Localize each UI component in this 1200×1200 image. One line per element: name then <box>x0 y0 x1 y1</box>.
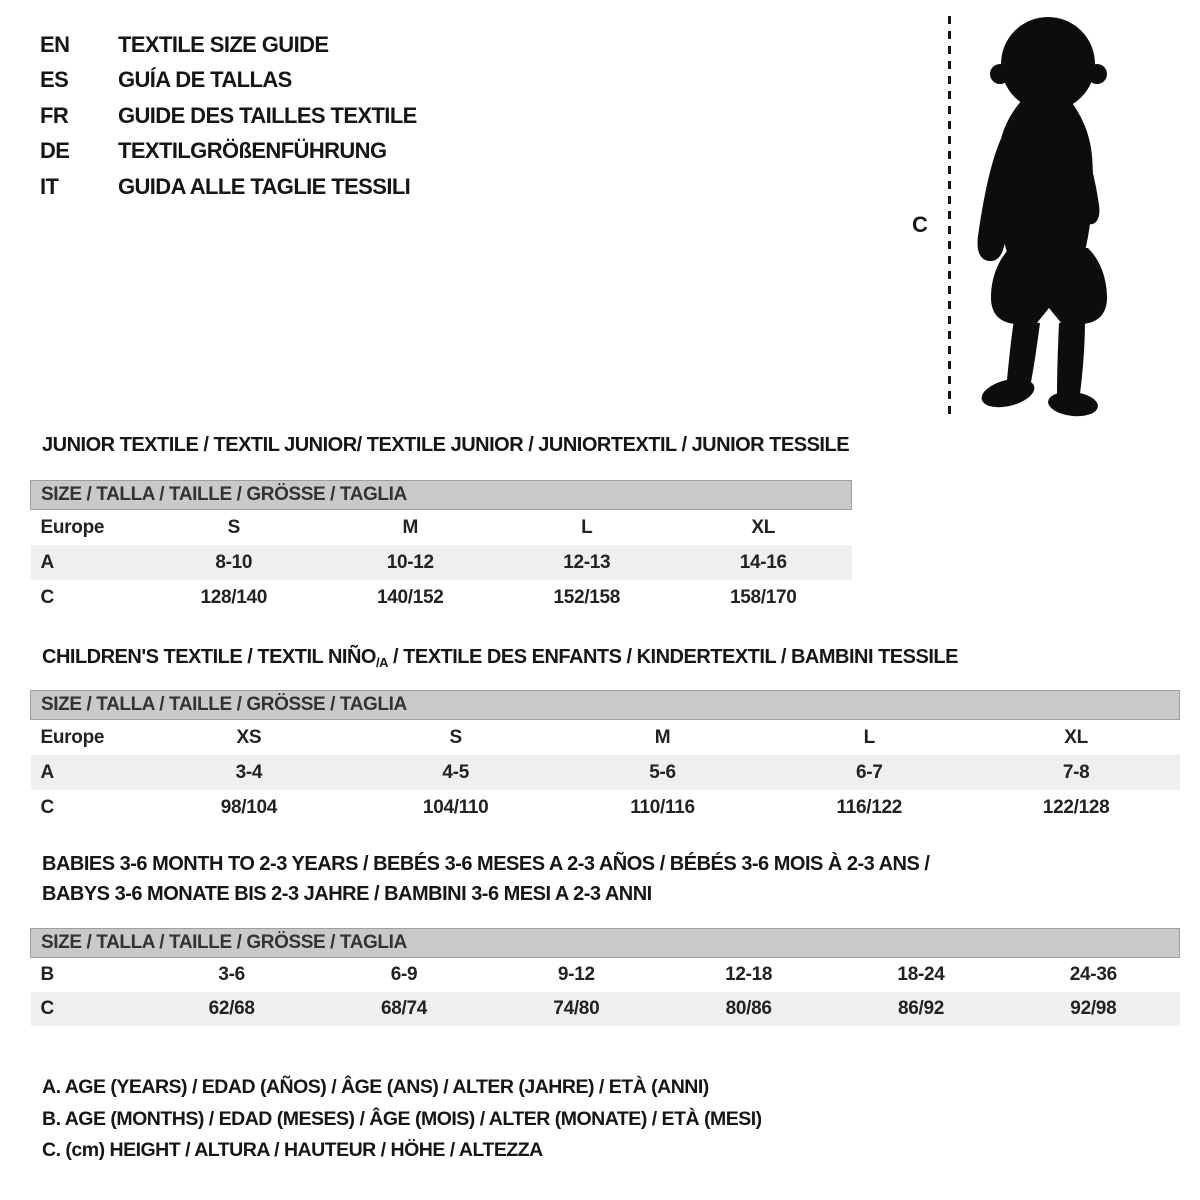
language-row-de <box>40 134 417 170</box>
children-title-sub: /A <box>375 655 388 670</box>
table-row-europe <box>31 720 1180 756</box>
row-label: A <box>31 755 146 790</box>
language-code: FR <box>40 102 69 128</box>
age-cell: 7-8 <box>973 755 1180 790</box>
height-cell: 140/152 <box>376 586 444 608</box>
language-list <box>40 27 417 205</box>
language-label: GUIDA ALLE TAGLIE TESSILI <box>118 173 411 199</box>
language-label: GUIDE DES TAILLES TEXTILE <box>118 102 417 128</box>
size-cell: XS <box>236 726 262 748</box>
language-code: DE <box>40 138 70 164</box>
babies-size-table <box>30 928 1180 1026</box>
height-cell: 80/86 <box>662 992 834 1026</box>
size-header-cell: SIZE / TALLA / TAILLE / GRÖSSE / TAGLIA <box>31 481 852 510</box>
age-cell: 3-4 <box>146 755 353 790</box>
height-cell: 104/110 <box>422 796 489 818</box>
measure-label-c: C <box>912 212 928 237</box>
table-row-height <box>31 580 852 615</box>
size-header-row <box>31 691 1180 720</box>
children-section-title <box>42 646 958 670</box>
legend-line-a: A. AGE (YEARS) / EDAD (AÑOS) / ÂGE (ANS) / ALTER (JAHRE) / ETÀ (ANNI) <box>42 1076 709 1098</box>
row-label: C <box>31 992 146 1026</box>
height-cell: 74/80 <box>490 992 662 1026</box>
size-header-row <box>31 481 852 510</box>
row-label: A <box>31 545 146 580</box>
size-header-cell: SIZE / TALLA / TAILLE / GRÖSSE / TAGLIA <box>31 691 1180 720</box>
size-cell: M <box>402 516 419 538</box>
months-cell: 9-12 <box>557 964 595 985</box>
babies-title-line1: BABIES 3-6 MONTH TO 2-3 YEARS / BEBÉS 3-6 MESES A 2-3 AÑOS / BÉBÉS 3-6 MOIS À 2-3 ANS / <box>42 853 930 875</box>
language-label: TEXTILE SIZE GUIDE <box>118 31 329 57</box>
height-cell: 62/68 <box>146 992 318 1026</box>
height-cell: 98/104 <box>220 796 278 818</box>
age-cell: 5-6 <box>559 755 766 790</box>
age-cell: 4-5 <box>352 755 559 790</box>
size-cell: M <box>654 726 671 748</box>
size-cell: L <box>581 516 593 538</box>
row-label: Europe <box>40 726 105 748</box>
language-label: TEXTILGRÖßENFÜHRUNG <box>118 138 387 164</box>
legend-line-b: B. AGE (MONTHS) / EDAD (MESES) / ÂGE (MOIS) / ALTER (MONATE) / ETÀ (MESI) <box>42 1107 762 1130</box>
age-cell: 14-16 <box>675 545 852 580</box>
table-row-europe <box>31 510 852 546</box>
months-cell: 18-24 <box>897 964 945 985</box>
height-cell: 92/98 <box>1007 992 1179 1026</box>
height-cell: 116/122 <box>836 796 903 818</box>
size-cell: S <box>449 726 462 748</box>
table-row-months <box>31 958 1180 993</box>
children-title-post: / TEXTILE DES ENFANTS / KINDERTEXTIL / BAMBINI TESSILE <box>387 646 958 668</box>
row-label: C <box>40 796 54 818</box>
table-row-age <box>31 545 852 580</box>
age-cell: 8-10 <box>146 545 323 580</box>
table-row-height <box>31 992 1180 1026</box>
table-row-age <box>31 755 1180 790</box>
size-header-cell: SIZE / TALLA / TAILLE / GRÖSSE / TAGLIA <box>31 929 1180 958</box>
height-cell: 152/158 <box>553 586 621 608</box>
language-code: ES <box>40 67 69 93</box>
size-cell: XL <box>1064 726 1088 748</box>
language-row-en <box>40 27 417 63</box>
months-cell: 12-18 <box>725 964 773 985</box>
table-row-height <box>31 790 1180 825</box>
babies-title-line2: BABYS 3-6 MONATE BIS 2-3 JAHRE / BAMBINI 3-6 MESI A 2-3 ANNI <box>42 883 652 905</box>
language-label: GUÍA DE TALLAS <box>118 67 292 93</box>
size-cell: L <box>863 726 875 748</box>
legend-line-c: C. (cm) HEIGHT / ALTURA / HAUTEUR / HÖHE / ALTEZZA <box>42 1139 543 1161</box>
junior-size-table <box>30 480 852 615</box>
language-code: IT <box>40 173 59 199</box>
height-cell: 122/128 <box>1042 796 1110 818</box>
junior-section-title: JUNIOR TEXTILE / TEXTIL JUNIOR/ TEXTILE JUNIOR / JUNIORTEXTIL / JUNIOR TESSILE <box>42 434 850 456</box>
height-cell: 68/74 <box>318 992 490 1026</box>
months-cell: 6-9 <box>390 964 418 985</box>
age-cell: 10-12 <box>322 545 499 580</box>
language-row-es <box>40 63 417 99</box>
height-cell: 110/116 <box>630 796 695 818</box>
row-label: C <box>40 586 54 608</box>
babies-section-title <box>42 849 992 909</box>
height-cell: 86/92 <box>835 992 1007 1026</box>
height-cell: 128/140 <box>200 586 268 608</box>
language-row-it <box>40 169 417 205</box>
age-cell: 12-13 <box>499 545 676 580</box>
height-cell: 158/170 <box>729 586 797 608</box>
height-measure-dashed-line <box>948 16 951 418</box>
months-cell: 24-36 <box>1069 964 1117 985</box>
size-cell: S <box>227 516 240 538</box>
legend <box>42 1072 762 1167</box>
baby-silhouette-image <box>958 8 1143 420</box>
size-cell: XL <box>751 516 776 538</box>
language-row-fr <box>40 98 417 134</box>
children-size-table <box>30 690 1180 825</box>
size-header-row <box>31 929 1180 958</box>
age-cell: 6-7 <box>766 755 973 790</box>
months-cell: 3-6 <box>218 964 245 985</box>
row-label: B <box>40 964 54 985</box>
row-label: Europe <box>40 516 105 538</box>
children-title-pre: CHILDREN'S TEXTILE / TEXTIL NIÑO <box>42 646 376 668</box>
language-code: EN <box>40 31 70 57</box>
